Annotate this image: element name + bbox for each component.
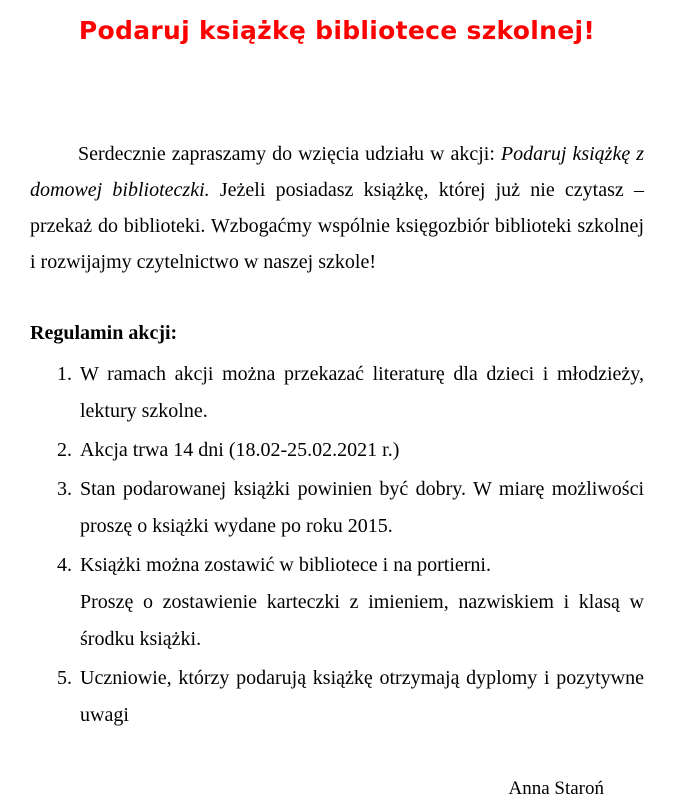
list-item bbox=[30, 432, 644, 469]
intro-campaign-name: Podaruj książkę z domowej biblioteczki. bbox=[30, 143, 644, 201]
list-item-text: Akcja trwa 14 dni (18.02-25.02.2021 r.) bbox=[80, 439, 400, 461]
list-item bbox=[30, 356, 644, 430]
list-item-note: Proszę o zostawienie karteczki z imieniem, nazwiskiem i klasą w środku książki. bbox=[80, 591, 644, 650]
list-item bbox=[30, 660, 644, 734]
list-item-number: 3. bbox=[57, 478, 72, 500]
rules-heading: Regulamin akcji: bbox=[30, 322, 178, 344]
list-item bbox=[30, 471, 644, 545]
list-item-text: Stan podarowanej książki powinien być dobry. W miarę możliwości proszę o książki wydane po roku 2015. bbox=[80, 478, 644, 537]
list-item-number: 1. bbox=[57, 363, 72, 385]
list-item-number: 2. bbox=[57, 439, 72, 461]
intro-text-before: Serdecznie zapraszamy do wzięcia udziału w akcji: bbox=[78, 143, 501, 165]
list-item-text: Uczniowie, którzy podarują książkę otrzymają dyplomy i pozytywne uwagi bbox=[80, 667, 644, 726]
signature: Anna Staroń bbox=[508, 778, 604, 799]
intro-text-after: Jeżeli posiadasz książkę, której już nie czytasz – przekaż do biblioteki. Wzbogaćmy wspólnie księgozbiór biblioteki szkolnej i rozwijajmy czytelnictwo w naszej szkole! bbox=[30, 179, 644, 273]
intro-paragraph bbox=[30, 136, 644, 280]
page-title: Podaruj książkę bibliotece szkolnej! bbox=[78, 16, 596, 45]
list-item bbox=[30, 547, 644, 658]
list-item-text: W ramach akcji można przekazać literaturę dla dzieci i młodzieży, lektury szkolne. bbox=[80, 363, 644, 422]
list-item-number: 4. bbox=[57, 554, 72, 576]
list-item-number: 5. bbox=[57, 667, 72, 689]
list-item-text: Książki można zostawić w bibliotece i na portierni. bbox=[80, 554, 491, 576]
rules-list bbox=[30, 356, 644, 734]
